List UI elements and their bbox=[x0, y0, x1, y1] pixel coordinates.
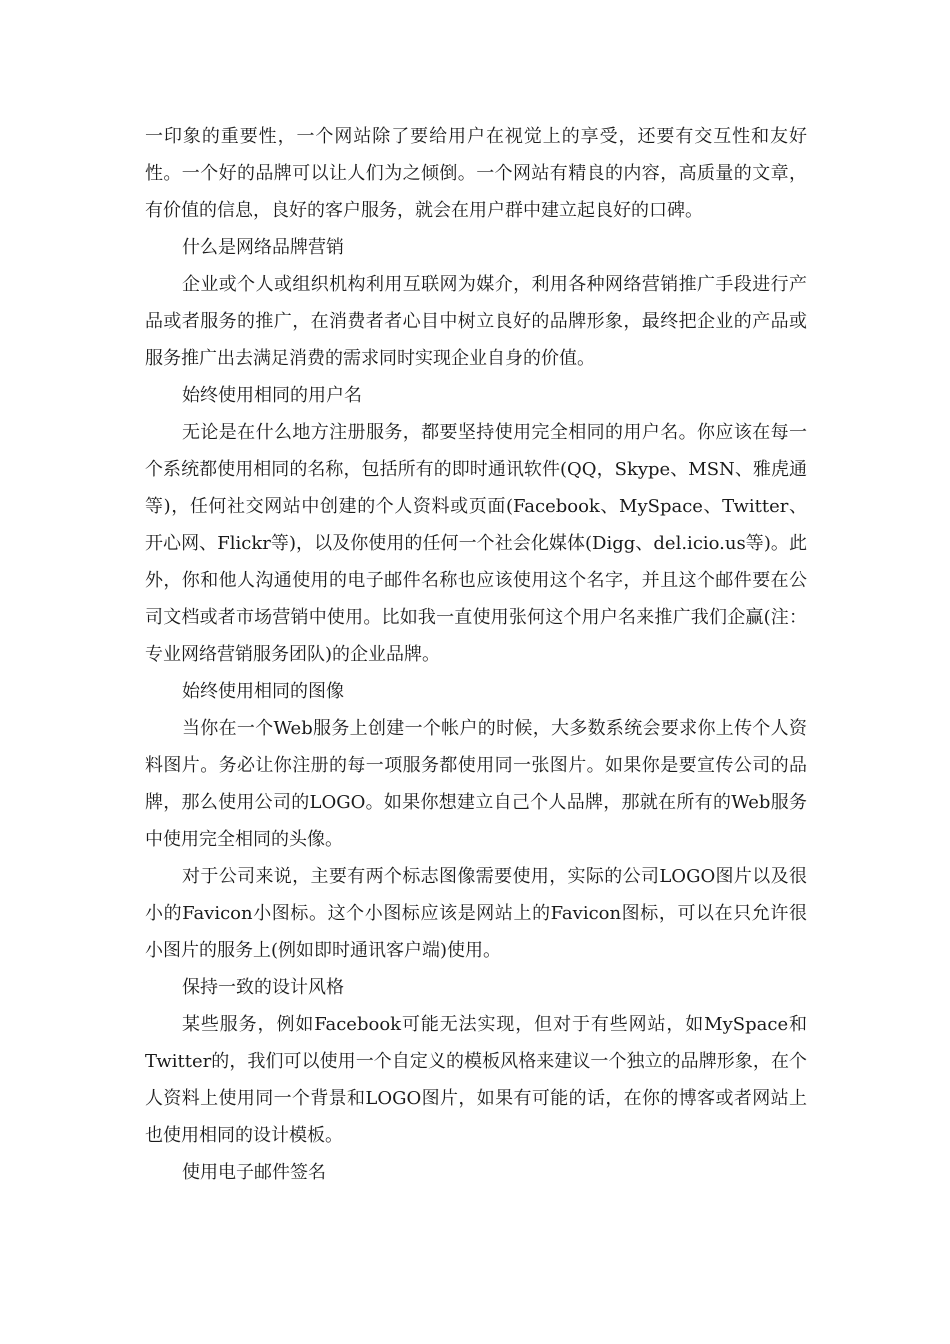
body-paragraph: 一印象的重要性，一个网站除了要给用户在视觉上的享受，还要有交互性和友好性。一个好的品牌可以让人们为之倾倒。一个网站有精良的内容，高质量的文章，有价值的信息，良好的客户服务，就会在用户群中建立起良好的口碑。 bbox=[145, 126, 807, 221]
body-paragraph: 某些服务，例如Facebook可能无法实现，但对于有些网站，如MySpace和Twitter的，我们可以使用一个自定义的模板风格来建议一个独立的品牌形象，在个人资料上使用同一个背景和LOGO图片，如果有可能的话，在你的博客或者网站上也使用相同的设计模板。 bbox=[145, 1014, 807, 1146]
body-paragraph: 无论是在什么地方注册服务，都要坚持使用完全相同的用户名。你应该在每一个系统都使用相同的名称，包括所有的即时通讯软件(QQ，Skype、MSN、雅虎通等)，任何社交网站中创建的个人资料或页面(Facebook、MySpace、Twitter、开心网、Flickr等)，以及你使用的任何一个社会化媒体(Digg、del.icio.us等)。此外，你和他人沟通使用的电子邮件名称也应该使用这个名字，并且这个邮件要在公司文档或者市场营销中使用。比如我一直使用张何这个用户名来推广我们企赢(注：专业网络营销服务团队)的企业品牌。 bbox=[145, 422, 807, 665]
body-paragraph: 当你在一个Web服务上创建一个帐户的时候，大多数系统会要求你上传个人资料图片。务必让你注册的每一项服务都使用同一张图片。如果你是要宣传公司的品牌，那么使用公司的LOGO。如果你想建立自己个人品牌，那就在所有的Web服务中使用完全相同的头像。 bbox=[145, 718, 807, 850]
document-body bbox=[145, 118, 807, 1191]
section-heading: 保持一致的设计风格 bbox=[182, 977, 344, 998]
body-paragraph: 企业或个人或组织机构利用互联网为媒介，利用各种网络营销推广手段进行产品或者服务的推广，在消费者者心目中树立良好的品牌形象，最终把企业的产品或服务推广出去满足消费的需求同时实现企业自身的价值。 bbox=[145, 274, 807, 369]
section-heading: 始终使用相同的用户名 bbox=[182, 385, 362, 406]
section-heading: 始终使用相同的图像 bbox=[182, 681, 344, 702]
body-paragraph: 对于公司来说，主要有两个标志图像需要使用，实际的公司LOGO图片以及很小的Favicon小图标。这个小图标应该是网站上的Favicon图标，可以在只允许很小图片的服务上(例如即时通讯客户端)使用。 bbox=[145, 866, 807, 961]
section-heading: 什么是网络品牌营销 bbox=[182, 237, 344, 258]
section-heading: 使用电子邮件签名 bbox=[182, 1162, 326, 1183]
